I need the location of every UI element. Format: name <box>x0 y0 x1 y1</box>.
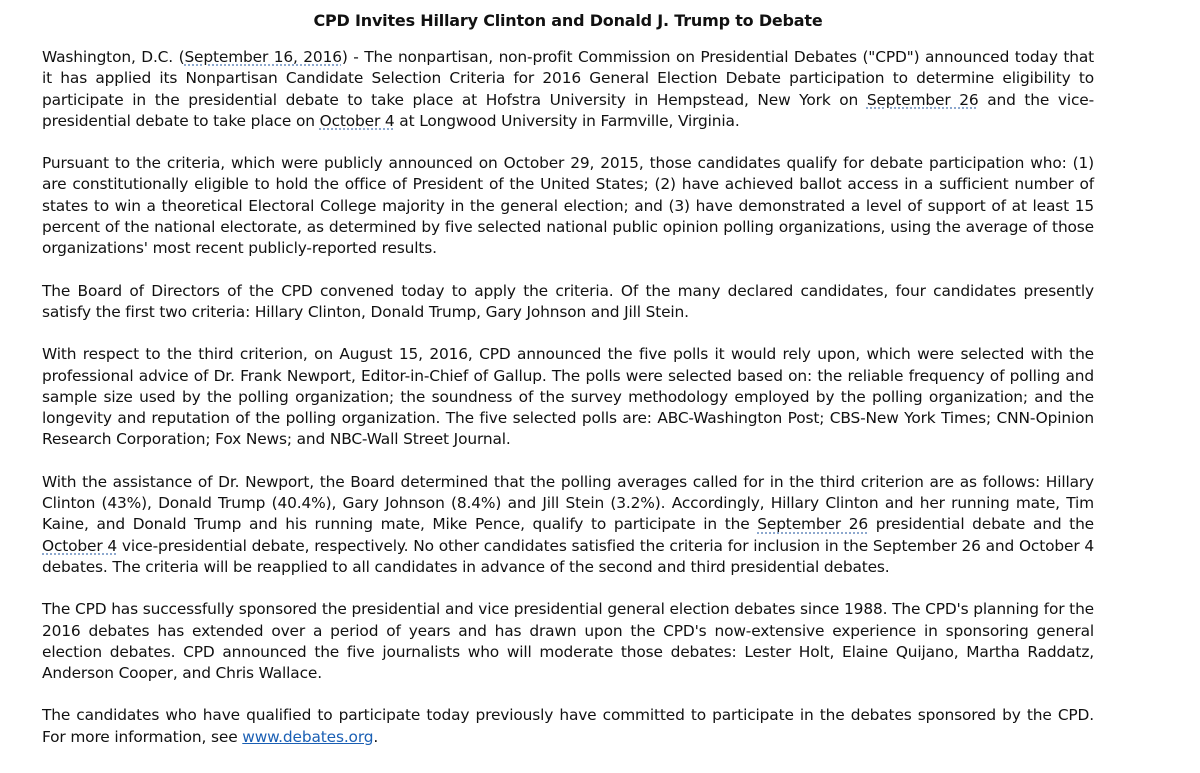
date-smart-tag: October 4 <box>319 111 395 130</box>
p5-text-b: presidential debate and the <box>867 515 1094 534</box>
paragraph-announcement <box>42 47 1094 132</box>
paragraph-more-info <box>42 705 1094 748</box>
date-smart-tag: September 26 <box>866 90 979 109</box>
p1-text-c: and the vice-presidential debate to take place on <box>42 90 1094 130</box>
paragraph-board: The Board of Directors of the CPD convened today to apply the criteria. Of the many declared candidates, four candidates presently satisfy the first two criteria: Hillary Clinton, Donald Trump, Gary Johnson and Jill Stein. <box>42 281 1094 321</box>
press-release <box>42 10 1094 748</box>
p5-text-a: With the assistance of Dr. Newport, the Board determined that the polling averages called for in the third criterion are as follows: Hillary Clinton (43%), Donald Trump (40.4%), Gary Johnson (8.4%) and Jill Stein (3.2%). Accordingly, Hillary Clinton and her running mate, Tim Kaine, and Donald Trump and his running mate, Mike Pence, qualify to participate in the <box>42 472 1094 534</box>
date-smart-tag: September 26 <box>757 515 868 534</box>
paragraph-criteria: Pursuant to the criteria, which were publicly announced on October 29, 2015, those candidates qualify for debate participation who: (1) are constitutionally eligible to hold the office of President of the United States; (2) have achieved ballot access in a sufficient number of states to win a theoretical Electoral College majority in the general election; and (3) have demonstrated a level of support of at least 15 percent of the national electorate, as determined by five selected national public opinion polling organizations, using the average of those organizations' most recent publicly-reported results. <box>42 154 1094 258</box>
page-title: CPD Invites Hillary Clinton and Donald J. Trump to Debate <box>313 11 823 30</box>
debates-website-link[interactable]: www.debates.org <box>242 727 374 746</box>
paragraph-polls: With respect to the third criterion, on August 15, 2016, CPD announced the five polls it would rely upon, which were selected with the professional advice of Dr. Frank Newport, Editor-in-Chief of Gallup. The polls were selected based on: the reliable frequency of polling and sample size used by the polling organization; the soundness of the survey methodology employed by the polling organization; and the longevity and reputation of the polling organization. The five selected polls are: ABC-Washington Post; CBS-New York Times; CNN-Opinion Research Corporation; Fox News; and NBC-Wall Street Journal. <box>42 345 1094 449</box>
p1-text-a: Washington, D.C. ( <box>42 48 185 66</box>
p1-text-b: ) - The nonpartisan, non-profit Commission on Presidential Debates ("CPD") announced today that it has applied its Nonpartisan Candidate Selection Criteria for 2016 General Election Debate participation to determine eligibility to participate in the presidential debate to take place at Hofstra University in Hempstead, New York on <box>42 48 1094 109</box>
date-smart-tag: October 4 <box>42 536 118 555</box>
paragraph-polling-averages <box>42 472 1094 578</box>
paragraph-history: The CPD has successfully sponsored the presidential and vice presidential general election debates since 1988. The CPD's planning for the 2016 debates has extended over a period of years and has drawn upon the CPD's now-extensive experience in sponsoring general election debates. CPD announced the five journalists who will moderate those debates: Lester Holt, Elaine Quijano, Martha Raddatz, Anderson Cooper, and Chris Wallace. <box>42 600 1094 683</box>
p5-text-c: vice-presidential debate, respectively. No other candidates satisfied the criteria for inclusion in the September 26 and October 4 debates. The criteria will be reapplied to all candidates in advance of the second and third presidential debates. <box>42 536 1094 576</box>
p1-text-d: at Longwood University in Farmville, Virginia. <box>394 111 740 130</box>
p7-text-b: . <box>373 727 379 746</box>
p7-text-a: The candidates who have qualified to participate today previously have committed to participate in the debates sponsored by the CPD. For more information, see <box>42 706 1094 746</box>
date-smart-tag: September 16, 2016 <box>184 48 342 66</box>
